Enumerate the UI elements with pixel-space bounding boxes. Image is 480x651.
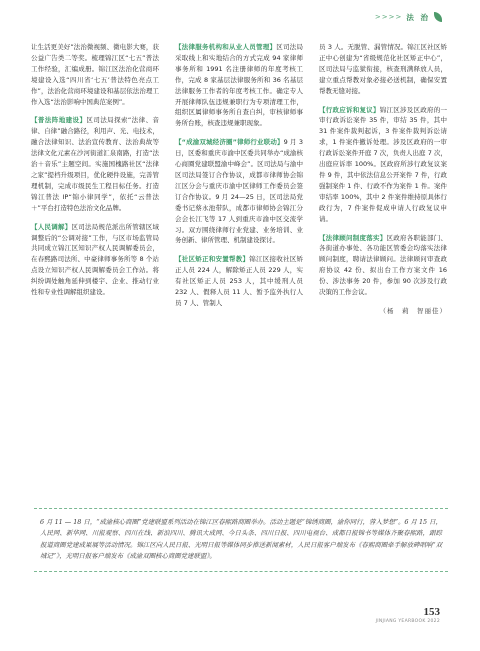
paragraph: 员 3 人。无脱管、漏管情况。锦江区社区矫正中心创建为“省级规范化社区矫正中心”，区司法局与监狱衔接，核查刑满释放人员，建立重点帮教对象必接必送机制，确保安置帮教无缝对接。: [319, 43, 447, 95]
page-number: 153: [423, 606, 440, 618]
section-tag: 【“成渝双城经济圈”律师行业联动】: [175, 138, 284, 147]
page-footer: [376, 606, 440, 624]
paragraph: [319, 233, 447, 298]
column-3: [319, 42, 447, 317]
column-2: [175, 42, 303, 309]
paragraph: [31, 222, 159, 298]
paragraph: [175, 254, 303, 309]
section-tag: 【社区矫正和安置帮教】: [175, 255, 250, 264]
highlight-box: 6 月 11 — 18 日，“成渝核心商圈”党建联盟系列活动在锦江区春熙路商圈举办。活动主题是“锦绣商圈，渝你同行，蓉入梦想”。6 月 15 日，人民网、新华网、川报观察、四川在线、新浪四川、腾讯大成网、今日头条、四川日报、四川电视台、成都日报锦书等媒体齐聚春熙路，跟踪报道商圈党建成果展等活动情况。锦江区向人民日报、光明日报等媒体同步推送新闻素材，人民日报客户端发布《春熙商圈牵手解放碑唱响“双城记”》，光明日报客户端发布《成渝双圈核心商圈党建联盟》。: [34, 508, 448, 572]
author-signature: （杨 莉 智丽佳）: [379, 306, 447, 315]
yearbook-name: JINJIANG YEARBOOK 2022: [375, 619, 440, 624]
paragraph: 让生活更美好”法治微视频、微电影大赛，获公益广告类二等奖。梳理锦江区“七五”普法工作经验，汇编成册。锦江区法治化营商环境建设入选“四川省‘七五’普法特色亮点工作”，法治化营商环境建设和基层依法治理工作入选“法治影响中国典范案例”。: [31, 43, 159, 106]
page-header: [375, 10, 442, 24]
section-title: 法 治: [406, 12, 430, 22]
section-tag: 【普法阵地建设】: [31, 116, 87, 125]
section-tag: 【法律顾问制度落实】: [319, 233, 387, 242]
paragraph: [175, 42, 303, 129]
paragraph-text: 区政府各职能部门、各街道办事处、各功能区管委会均落实法律顾问制度，聘请法律顾问。法律顾问审查政府协议 42 份、拟出台工作方案文件 16 份、涉法事务 20 件，参加 90 次涉及行政决策的工作会议。: [319, 233, 447, 297]
paragraph-text: 区司法局探索“法律、音律、自律”融合路径，利用声、光、电技术，融合法律知识、法治宣传教育、法治典故等法律文化元素在沙河街道汇泉南路，打造“法治＋音乐”主题空间。实施国槐路社区“法律之家”提档升级项目，优化硬件设施，完善管理机制，完成市级民生工程目标任务。打造锦江普法 IP“锦小律同学”，依托“云普法＋”平台打造特色法治文化品牌。: [31, 116, 159, 212]
section-tag: 【行政应诉和复议】: [319, 105, 380, 114]
leaf-icon: [434, 12, 442, 22]
section-tag: 【法律服务机构和从业人员管理】: [175, 43, 277, 51]
section-tag: 【人民调解】: [31, 222, 72, 231]
header-arrows: >>>>: [374, 13, 403, 21]
paragraph-text: 锦江区涉及区政府的一审行政诉讼案件 35 件，审结 35 件，其中 31 件案件裁判起诉，3 件案件裁判诉讼请求，1 件案件撤诉处理。涉及区政府的一审行政诉讼案件开庭 7 次，负责人出庭 7 次，出庭应诉率 100%。区政府所涉行政复议案件 9 件，其中依法信息公开案件 7 件，行政强制案件 1 件、行政不作为案件 1 件。案件审结率 100%，其中 2 件案件维持原具体行政行为，7 件案件促成申请人行政复议申请。: [319, 105, 447, 223]
paragraph-text: 锦江区接收社区矫正人员 224 人，解除矫正人员 229 人，实有社区矫正人员 253 人，其中缓刑人员 232 人、假释人员 11 人、暂予监外执行人员 7 人、管制人: [175, 255, 303, 307]
paragraph: [175, 137, 303, 246]
paragraph: [31, 115, 159, 213]
paragraph-text: 区司法局规范派出所管辖区域调整后的“公调对接”工作，与区市场监管局共同成立锦江区知识产权人民调解委员会，在春熙路司法所、中豪律师事务所等 8 个站点设立知识产权人民调解委员会工作站。将纠纷调处触角延伸到楼宇、企业、推动行业性和专业性调解组织建设。: [31, 222, 159, 297]
column-1: [31, 42, 159, 298]
paragraph-text: 9 月 3 日，区委和重庆市渝中区委共同举办“成渝核心商圈党建联盟渝中峰会”。区司法局与渝中区司法局签订合作协议，成都市律师协会锦江区分会与重庆市渝中区律师工作委员会签订合作协议。9 月 24—25 日，区司法局党委书记蔡永池带队，成都市律师协会锦江分会会长江飞等 17 人到重庆市渝中区交流学习。双方围绕律师行业党建、业务培训、业务创新、律所管理、机制建设探讨。: [175, 138, 304, 245]
paragraph-text: 区司法局采取线上和实地结合的方式完成 94 家律师事务所和 1991 名注册律师的年度考核工作，完成 8 家基层法律服务所和 36 名基层法律服务工作者的年度考核工作。确定专人开展律师队伍违规兼职行为专项清理工作，组织区属律师事务所自查自纠，审核律师事务所台账，核查违规兼职现象。: [175, 43, 303, 128]
article-body: [31, 42, 451, 492]
paragraph: [319, 105, 447, 225]
